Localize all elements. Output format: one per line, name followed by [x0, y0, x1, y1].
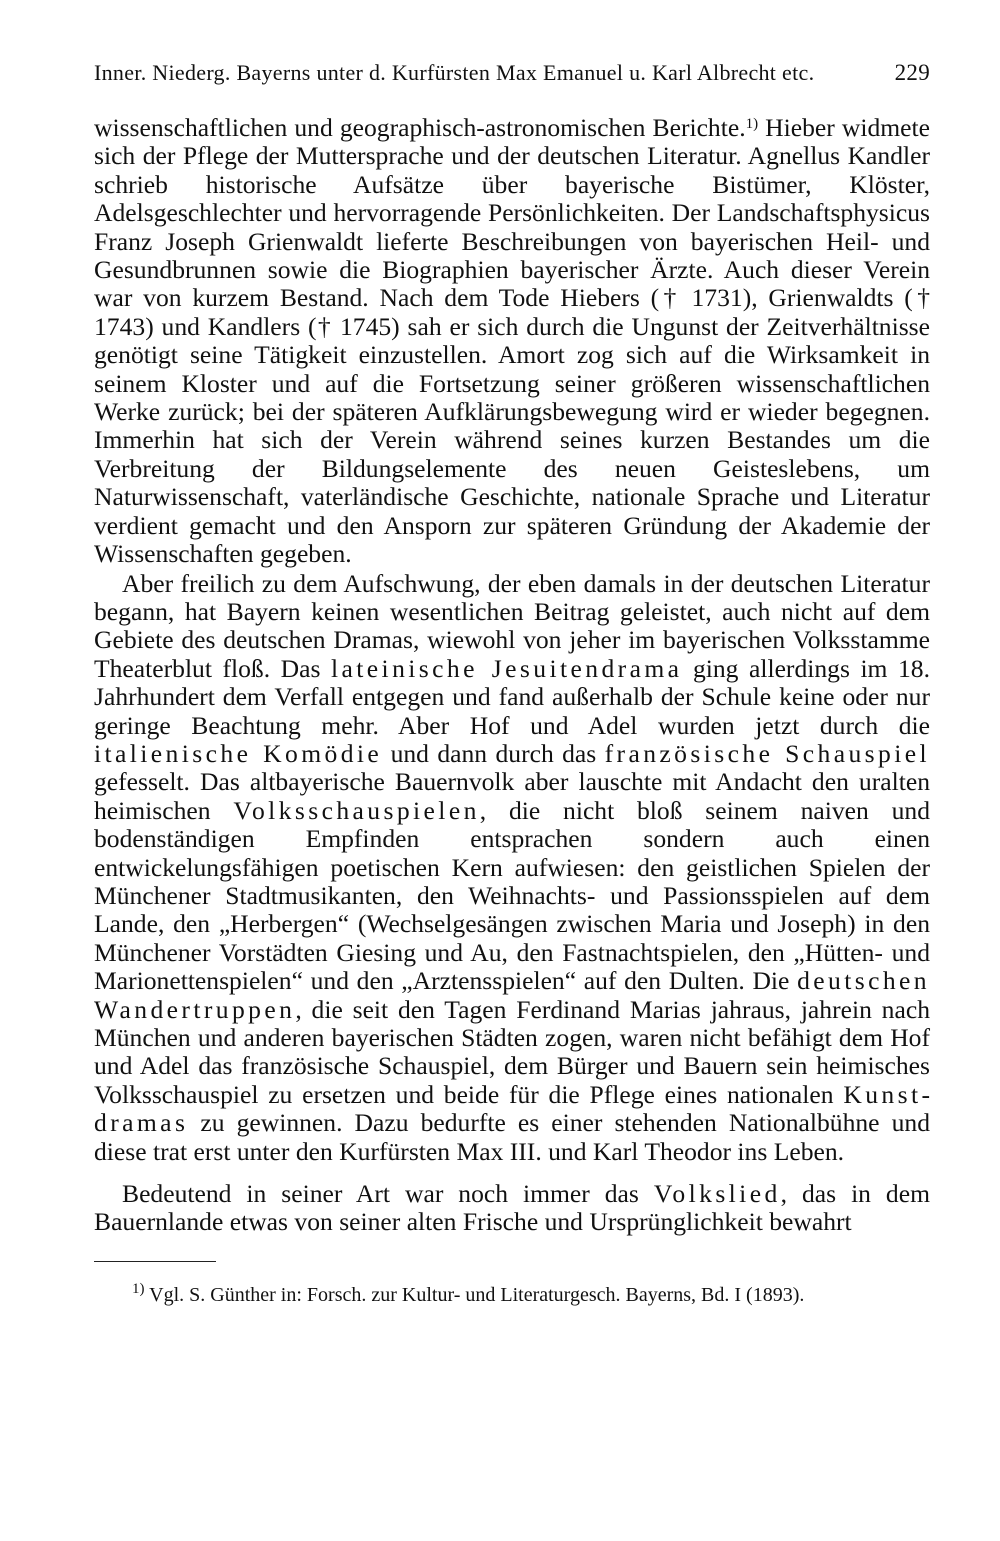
body-text — [94, 114, 930, 1237]
emphasized-text: französische Schauspiel — [604, 738, 930, 768]
footnote-text: Vgl. S. Günther in: Forsch. zur Kultur- und Literaturgesch. Bayerns, Bd. I (1893). — [144, 1283, 805, 1306]
running-header — [94, 60, 930, 94]
emphasized-text: Volkslied — [653, 1179, 781, 1209]
footnote-reference: 1) — [745, 116, 759, 132]
paragraph-text: Bedeutend in seiner Art war noch immer das — [122, 1179, 654, 1209]
paragraph-text: , die nicht bloß seinem naiven und bodenständigen Empfinden entsprachen sondern auch einen entwickelungsfähigen poetischen Kern aufwiesen: den geistlichen Spielen der Münchener Stadtmusikanten, den Weihnachts- und Passionsspielen auf dem Lande, den „Herbergen“ (Wechselgesängen zwischen Maria und Joseph) in den Münchener Vorstädten Giesing und Au, den Fastnachtspielen, den „Hütten- und Marionettenspielen“ und den „Arztensspielen“ auf den Dulten. Die — [94, 795, 930, 996]
body-paragraph — [94, 570, 930, 1167]
body-paragraph — [94, 114, 930, 569]
footnote — [94, 1282, 930, 1308]
paragraph-text: und dann durch das — [382, 738, 605, 768]
emphasized-text: Volksschauspielen — [233, 795, 480, 825]
paragraph-text: , die seit den Tagen Ferdinand Marias jahraus, jahrein nach München und anderen bayerischen Städten zogen, waren nicht befähigt dem Hof und Adel das französische Schauspiel, dem Bürger und Bauern sein heimisches Volksschauspiel zu ersetzen und beide für die Pflege eines nationalen — [94, 994, 930, 1109]
paragraph-text: wissenschaftlichen und geographisch-astronomischen Berichte. — [94, 113, 746, 142]
paragraph-text: , das in dem Bauernlande etwas von seiner alten Frische und Ursprünglichkeit bewahrt — [94, 1179, 930, 1237]
paragraph-text: zu gewinnen. Dazu bedurfte es einer stehenden Nationalbühne und diese trat erst unter den Kurfürsten Max III. und Karl Theodor ins Leben. — [94, 1108, 930, 1166]
paragraph-text: Aber freilich zu dem Aufschwung, der eben damals in der deutschen Literatur begann, hat Bayern keinen wesentlichen Beitrag geleistet, auch nicht auf dem Gebiete des deutschen Dramas, wiewohl von jeher im bayerischen Volksstamme Theaterblut floß. Das — [94, 568, 930, 683]
book-page — [94, 60, 930, 1328]
page-number: 229 — [894, 60, 930, 85]
paragraph-text: Hieber widmete sich der Pflege der Muttersprache und der deutschen Literatur. Agnellus Kandler schrieb historische Aufsätze über bayerische Bistümer, Klöster, Adelsgeschlechter und hervorragende Persönlichkeiten. Der Landschaftsphysicus Franz Joseph Grienwaldt lieferte Beschreibungen von bayerischen Heil- und Gesundbrunnen sowie die Biographien bayerischer Ärzte. Auch dieser Verein war von kurzem Bestand. Nach dem Tode Hiebers († 1731), Grienwaldts († 1743) und Kandlers († 1745) sah er sich durch die Ungunst der Zeitverhältnisse genötigt seine Tätigkeit einzustellen. Amort zog sich auf die Wirksamkeit in seinem Kloster und auf die Fortsetzung seiner größeren wissenschaftlichen Werke zurück; bei der späteren Aufklärungsbewegung wird er wieder begegnen. Immerhin hat sich der Verein während seines kurzen Bestandes um die Verbreitung der Bildungselemente des neuen Geisteslebens, um Naturwissenschaft, vaterländische Geschichte, nationale Sprache und Literatur verdient gemacht und den Ansporn zur späteren Gründung der Akademie der Wissenschaften gegeben. — [94, 113, 930, 569]
emphasized-text: deutschen Wandertruppen — [94, 966, 930, 1024]
emphasized-text: Kunstdramas — [94, 1079, 930, 1138]
running-header-title: Inner. Niederg. Bayerns unter d. Kurfürsten Max Emanuel u. Karl Albrecht etc. — [94, 60, 815, 85]
footnote-marker: 1) — [132, 1280, 145, 1297]
body-paragraph — [94, 1180, 930, 1237]
footnote-divider — [94, 1261, 216, 1262]
paragraph-text: ging allerdings im 18. Jahrhundert dem Verfall entgegen und fand außerhalb der Schule keine oder nur geringe Beachtung mehr. Aber Hof und Adel wurden jetzt durch die — [94, 653, 930, 740]
emphasized-text: lateinische Jesuitendrama — [331, 653, 683, 683]
emphasized-text: italienische Komödie — [94, 738, 383, 768]
paragraph-text: gefesselt. Das altbayerische Bauernvolk aber lauschte mit Andacht den uralten heimischen — [94, 767, 930, 825]
